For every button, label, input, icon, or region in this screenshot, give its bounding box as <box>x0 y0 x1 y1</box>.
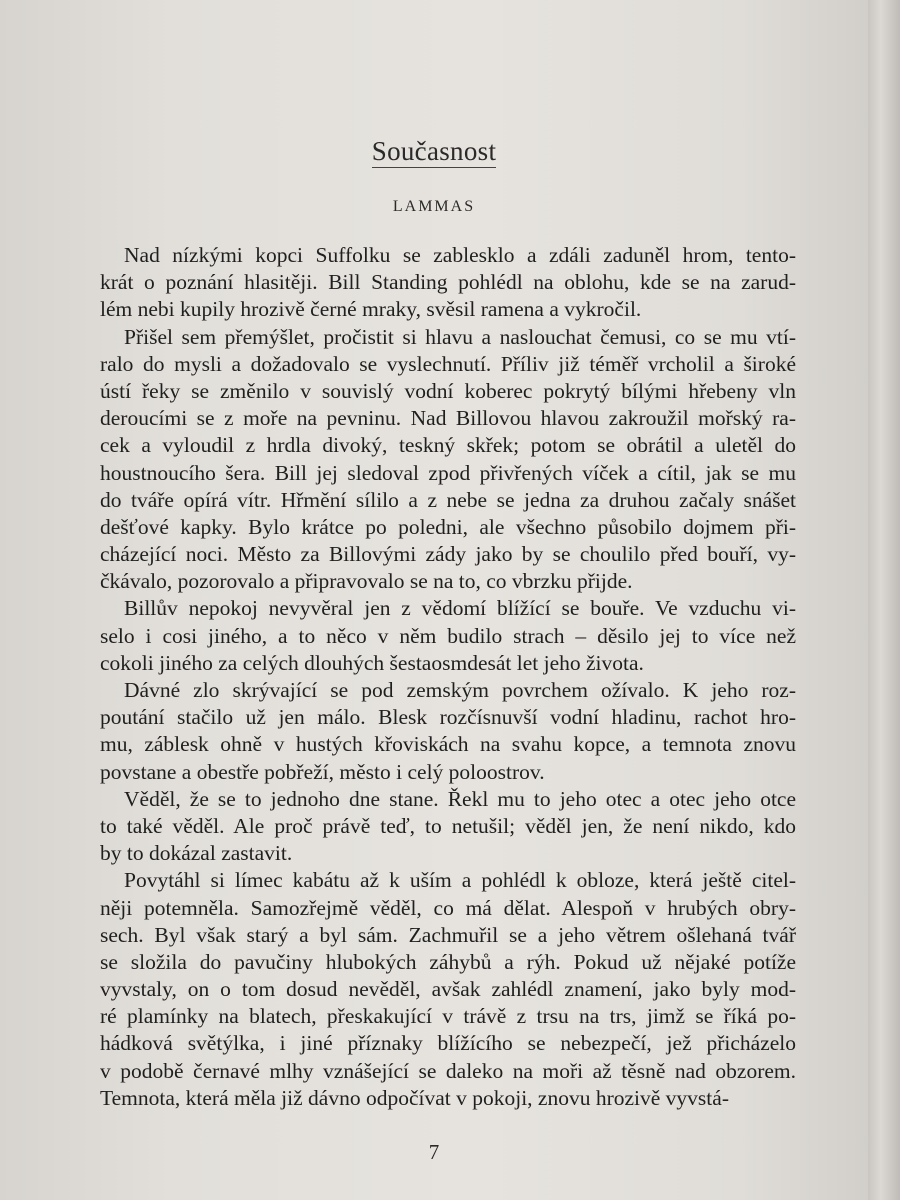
text-line: Billův nepokoj nevyvěral jen z vědomí blížící se bouře. Ve vzduchu vi- <box>124 596 796 621</box>
text-line: něji potemněla. Samozřejmě věděl, co má dělat. Alespoň v hrubých obry- <box>100 895 796 920</box>
text-line: deroucími se z moře na pevninu. Nad Billovou hlavou zakroužil mořský ra- <box>100 406 796 431</box>
text-line: mu, záblesk ohně v hustých křoviskách na svahu kopce, a temnota znovu <box>100 732 796 757</box>
text-line: cházející noci. Město za Billovými zády jako by se choulilo před bouří, vy- <box>100 542 796 567</box>
text-line: vyvstaly, on o tom dosud nevěděl, avšak zahlédl znamení, jako byly mod- <box>100 977 796 1002</box>
text-line: Nad nízkými kopci Suffolku se zablesklo a zdáli zaduněl hrom, tento- <box>124 243 796 267</box>
text-line: poutání stačilo už jen málo. Blesk rozčísnuvší vodní hladinu, rachot hro- <box>100 705 796 730</box>
text-line: sech. Byl však starý a byl sám. Zachmuřil se a jeho větrem ošlehaná tvář <box>100 922 796 947</box>
text-line: Povytáhl si límec kabátu až k uším a pohlédl k obloze, která ještě citel- <box>124 868 796 893</box>
text-line: čkávalo, pozorovalo a připravovalo se na to, co vbrzku přijde. <box>100 569 633 594</box>
paragraph <box>100 867 796 1112</box>
text-line: Dávné zlo skrývající se pod zemským povrchem ožívalo. K jeho roz- <box>124 678 796 702</box>
chapter-title: Současnost <box>371 136 497 166</box>
section-title: LAMMAS <box>392 198 476 215</box>
paragraph <box>100 595 796 677</box>
text-line: Přišel sem přemýšlet, pročistit si hlavu a naslouchat čemusi, co se mu vtí- <box>124 324 796 349</box>
body-text <box>100 242 796 1112</box>
text-line: Věděl, že se to jednoho dne stane. Řekl mu to jeho otec a otec jeho otce <box>124 786 796 811</box>
text-line: dešťové kapky. Bylo krátce po poledni, ale všechno působilo dojmem při- <box>100 514 796 539</box>
text-line: cek a vyloudil z hrdla divoký, teskný skřek; potom se obrátil a uletěl do <box>100 433 796 458</box>
text-line: v podobě černavé mlhy vznášející se daleko na moři až těsně nad obzorem. <box>100 1058 796 1083</box>
page-number: 7 <box>428 1140 440 1164</box>
text-line: hádková světýlka, i jiné příznaky blížícího se nebezpečí, jež přicházelo <box>100 1031 796 1056</box>
text-line: cokoli jiného za celých dlouhých šestaosmdesát let jeho života. <box>100 650 644 675</box>
text-line: by to dokázal zastavit. <box>100 841 293 866</box>
text-line: ústí řeky se změnilo v souvislý vodní koberec pokrytý bílými hřebeny vln <box>100 378 796 403</box>
text-line: ralo do mysli a dožadovalo se vyslechnutí. Příliv již téměř vrcholil a široké <box>100 351 796 376</box>
text-line: povstane a obestře pobřeží, město i celý poloostrov. <box>100 759 545 784</box>
page-edge <box>868 0 900 1200</box>
text-line: to také věděl. Ale proč právě teď, to netušil; věděl jen, že není nikdo, kdo <box>100 813 796 838</box>
text-line: selo i cosi jiného, a to něco v něm budilo strach – děsilo jej to více než <box>100 623 796 648</box>
text-line: Temnota, která měla již dávno odpočívat v pokoji, znovu hrozivě vyvstá- <box>100 1085 729 1110</box>
paragraph <box>100 786 796 868</box>
paragraph <box>100 324 796 596</box>
paragraph <box>100 242 796 324</box>
text-line: do tváře opírá vítr. Hřmění sílilo a z nebe se jedna za druhou začaly snášet <box>100 487 796 512</box>
text-line: houstnoucího šera. Bill jej sledoval zpod přivřených víček a cítil, jak se mu <box>100 460 796 485</box>
text-line: ré plamínky na blatech, přeskakující v trávě z trsu na trs, jimž se říká po- <box>100 1004 796 1029</box>
text-line: se složila do pavučiny hlubokých záhybů a rýh. Pokud už nějaké potíže <box>100 949 796 974</box>
text-line: lém nebi kupily hrozivě černé mraky, svěsil ramena a vykročil. <box>100 297 642 322</box>
text-line: krát o poznání hlasitěji. Bill Standing pohlédl na oblohu, kde se na zarud- <box>100 270 796 295</box>
paragraph <box>100 677 796 786</box>
